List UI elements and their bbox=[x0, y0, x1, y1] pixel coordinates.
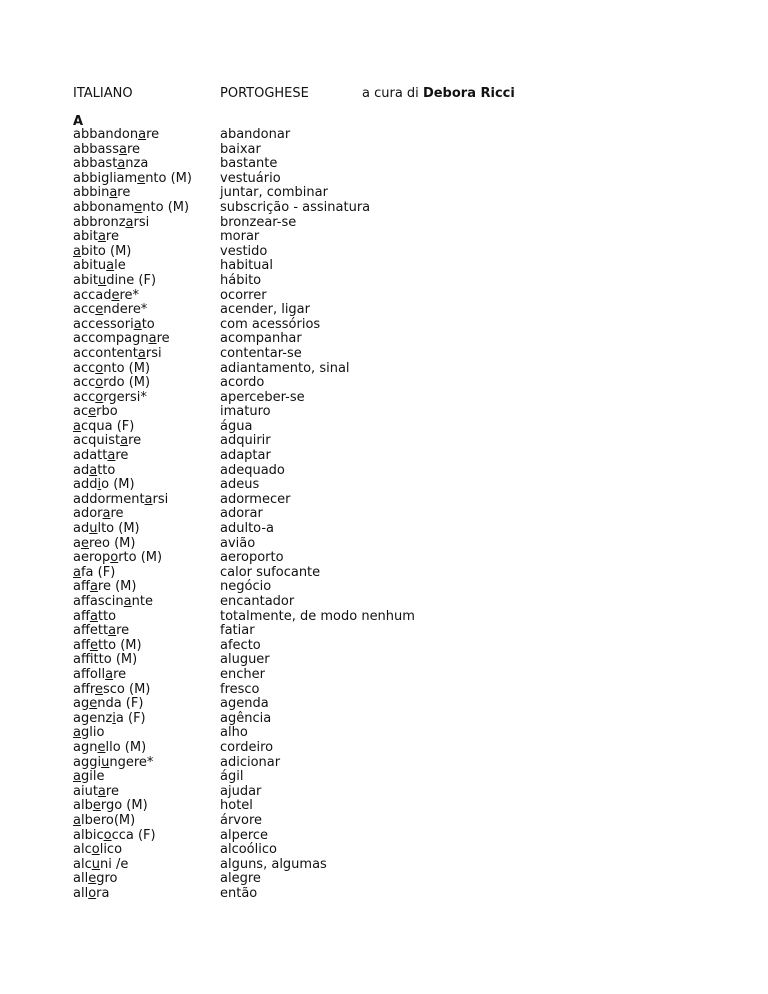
word-prefix: abit bbox=[73, 229, 98, 245]
portuguese-word: adquirir bbox=[220, 433, 271, 449]
stressed-vowel: i bbox=[112, 710, 116, 726]
stressed-vowel: e bbox=[89, 696, 98, 712]
word-suffix: re bbox=[110, 506, 124, 522]
portuguese-word: adormecer bbox=[220, 491, 291, 507]
portuguese-word: encher bbox=[220, 666, 265, 682]
stressed-vowel: a bbox=[73, 812, 81, 828]
word-suffix: a (F) bbox=[115, 710, 146, 726]
word-suffix: re bbox=[156, 331, 170, 347]
word-prefix: aff bbox=[73, 608, 90, 624]
italian-word bbox=[73, 172, 192, 187]
portuguese-word: adicionar bbox=[220, 754, 281, 770]
stressed-vowel: e bbox=[80, 535, 89, 551]
word-suffix: nza bbox=[125, 156, 149, 172]
portuguese-word: alegre bbox=[220, 871, 261, 887]
portuguese-word: com acessórios bbox=[220, 316, 321, 332]
italian-word bbox=[73, 756, 192, 771]
word-prefix: ador bbox=[73, 506, 103, 522]
portuguese-word: morar bbox=[220, 229, 260, 245]
word-prefix: accompagn bbox=[73, 331, 149, 347]
stressed-vowel: e bbox=[137, 170, 146, 186]
portuguese-word: água bbox=[220, 418, 253, 434]
stressed-vowel: a bbox=[125, 214, 134, 230]
word-suffix: rgersi* bbox=[103, 389, 147, 405]
stressed-vowel: u bbox=[101, 754, 110, 770]
header-portuguese: PORTOGHESE bbox=[220, 86, 309, 101]
word-prefix: affoll bbox=[73, 666, 106, 682]
word-prefix: all bbox=[73, 885, 89, 901]
stressed-vowel: a bbox=[73, 564, 81, 580]
portuguese-word: alho bbox=[220, 725, 248, 741]
word-prefix: agn bbox=[73, 739, 98, 755]
italian-word bbox=[73, 712, 192, 727]
word-suffix: nto (M) bbox=[103, 360, 151, 376]
word-suffix: re bbox=[113, 666, 127, 682]
italian-word bbox=[73, 405, 192, 420]
word-prefix: affett bbox=[73, 623, 109, 639]
word-prefix: a bbox=[73, 535, 81, 551]
portuguese-word: bastante bbox=[220, 156, 278, 172]
italian-word bbox=[73, 259, 192, 274]
italian-word bbox=[73, 245, 192, 260]
word-suffix: lto (M) bbox=[97, 521, 140, 537]
word-suffix: lico bbox=[99, 842, 123, 858]
word-suffix: tto bbox=[97, 608, 117, 624]
word-suffix: re bbox=[146, 127, 160, 142]
portuguese-word: totalmente, de modo nenhum bbox=[220, 608, 415, 624]
portuguese-word: contentar-se bbox=[220, 345, 302, 361]
word-suffix: re bbox=[128, 433, 142, 449]
word-suffix: le bbox=[114, 258, 126, 274]
italian-word bbox=[73, 157, 192, 172]
stressed-vowel: a bbox=[137, 345, 146, 361]
word-suffix: re bbox=[115, 448, 129, 464]
portuguese-word: imaturo bbox=[220, 404, 271, 420]
word-prefix: abbronz bbox=[73, 214, 126, 230]
stressed-vowel: a bbox=[97, 229, 106, 245]
portuguese-word: ocorrer bbox=[220, 287, 267, 303]
stressed-vowel: e bbox=[95, 302, 104, 318]
italian-column bbox=[73, 128, 192, 901]
italian-word bbox=[73, 697, 192, 712]
stressed-vowel: a bbox=[73, 418, 81, 434]
word-suffix: tto (M) bbox=[97, 637, 142, 653]
word-suffix: bito (M) bbox=[80, 243, 132, 259]
stressed-vowel: e bbox=[88, 871, 97, 887]
word-prefix: acc bbox=[73, 389, 96, 405]
word-suffix: gro bbox=[96, 871, 118, 887]
word-suffix: rsi bbox=[145, 345, 162, 361]
portuguese-word: adiantamento, sinal bbox=[220, 360, 350, 376]
stressed-vowel: u bbox=[89, 521, 98, 537]
word-prefix: ac bbox=[73, 404, 89, 420]
stressed-vowel: a bbox=[89, 462, 98, 478]
portuguese-word: fatiar bbox=[220, 623, 255, 639]
word-suffix: tto bbox=[97, 462, 116, 478]
word-suffix: rbo bbox=[96, 404, 118, 420]
word-prefix: aiut bbox=[73, 783, 98, 799]
italian-word bbox=[73, 522, 192, 537]
stressed-vowel: a bbox=[89, 608, 98, 624]
stressed-vowel: o bbox=[103, 827, 112, 843]
word-prefix: add bbox=[73, 477, 98, 493]
header-curator bbox=[362, 86, 515, 102]
portuguese-word: adaptar bbox=[220, 448, 271, 464]
portuguese-word: fresco bbox=[220, 681, 260, 697]
curator-prefix: a cura di bbox=[362, 86, 419, 101]
italian-word bbox=[73, 230, 192, 245]
word-prefix: abbin bbox=[73, 185, 110, 201]
word-suffix: nda (F) bbox=[97, 696, 144, 712]
portuguese-word: alcoólico bbox=[220, 842, 277, 858]
word-suffix: rsi bbox=[133, 214, 150, 230]
word-prefix: acc bbox=[73, 302, 96, 318]
italian-word bbox=[73, 478, 192, 493]
italian-word bbox=[73, 391, 192, 406]
italian-word bbox=[73, 362, 192, 377]
stressed-vowel: a bbox=[123, 594, 132, 609]
italian-word bbox=[73, 201, 192, 216]
stressed-vowel: a bbox=[138, 127, 147, 142]
word-prefix: accessori bbox=[73, 316, 134, 332]
word-prefix: ad bbox=[73, 462, 90, 478]
italian-word bbox=[73, 653, 192, 668]
portuguese-word: subscrição - assinatura bbox=[220, 199, 371, 215]
italian-word bbox=[73, 668, 192, 683]
word-suffix: gile bbox=[80, 769, 105, 785]
word-suffix: glio bbox=[80, 725, 105, 741]
portuguese-word: alperce bbox=[220, 827, 269, 843]
word-suffix: reo (M) bbox=[88, 535, 136, 551]
italian-word bbox=[73, 566, 192, 581]
stressed-vowel: a bbox=[89, 579, 98, 595]
word-suffix: re bbox=[105, 229, 119, 245]
portuguese-word: bronzear-se bbox=[220, 214, 297, 230]
stressed-vowel: a bbox=[109, 185, 118, 201]
portuguese-word: negócio bbox=[220, 579, 272, 595]
italian-word bbox=[73, 872, 192, 887]
word-suffix: nto (M) bbox=[145, 170, 192, 186]
italian-word bbox=[73, 143, 192, 158]
header-italian: ITALIANO bbox=[73, 86, 133, 101]
italian-word bbox=[73, 434, 192, 449]
word-prefix: acc bbox=[73, 360, 96, 376]
italian-word bbox=[73, 887, 192, 902]
portuguese-word: acordo bbox=[220, 375, 265, 391]
italian-word bbox=[73, 624, 192, 639]
portuguese-word: acompanhar bbox=[220, 331, 302, 347]
stressed-vowel: o bbox=[95, 360, 104, 376]
portuguese-word: hábito bbox=[220, 272, 262, 288]
portuguese-word: alguns, algumas bbox=[220, 856, 327, 872]
portuguese-word: acender, ligar bbox=[220, 302, 310, 318]
portuguese-word: baixar bbox=[220, 141, 261, 157]
italian-word bbox=[73, 128, 192, 143]
portuguese-word: vestido bbox=[220, 243, 268, 259]
portuguese-word: aluguer bbox=[220, 652, 270, 668]
stressed-vowel: u bbox=[91, 856, 100, 872]
word-suffix: o (M) bbox=[101, 477, 135, 493]
portuguese-word: aeroporto bbox=[220, 550, 284, 566]
word-prefix: acquist bbox=[73, 433, 121, 449]
word-prefix: abbigliam bbox=[73, 170, 138, 186]
stressed-vowel: e bbox=[89, 637, 98, 653]
italian-word bbox=[73, 347, 192, 362]
portuguese-word: então bbox=[220, 885, 258, 901]
word-suffix: re (M) bbox=[97, 579, 137, 595]
stressed-vowel: e bbox=[92, 798, 101, 814]
portuguese-word: juntar, combinar bbox=[220, 185, 328, 201]
word-suffix: re bbox=[126, 141, 141, 157]
word-prefix: alb bbox=[73, 798, 93, 814]
italian-word bbox=[73, 493, 192, 508]
word-prefix: abbandon bbox=[73, 127, 139, 142]
italian-word bbox=[73, 799, 192, 814]
stressed-vowel: a bbox=[120, 433, 129, 449]
word-suffix: lbero(M) bbox=[80, 812, 136, 828]
word-prefix: acc bbox=[73, 375, 96, 391]
portuguese-word: hotel bbox=[220, 798, 253, 814]
portuguese-word: ágil bbox=[220, 769, 244, 785]
italian-word bbox=[73, 289, 192, 304]
word-suffix: ra bbox=[96, 885, 110, 901]
word-suffix: cqua (F) bbox=[80, 418, 135, 434]
portuguese-word: calor sufocante bbox=[220, 564, 321, 580]
italian-word bbox=[73, 814, 192, 829]
italian-word bbox=[73, 785, 192, 800]
word-suffix: tto (M) bbox=[93, 652, 138, 668]
word-prefix: addorment bbox=[73, 491, 145, 507]
italian-word bbox=[73, 537, 192, 552]
word-prefix: alc bbox=[73, 842, 92, 858]
stressed-vowel: a bbox=[108, 623, 117, 639]
portuguese-word: cordeiro bbox=[220, 739, 274, 755]
word-suffix: re bbox=[117, 185, 131, 201]
portuguese-word: abandonar bbox=[220, 127, 291, 142]
italian-word bbox=[73, 610, 192, 625]
word-suffix: llo (M) bbox=[105, 739, 147, 755]
stressed-vowel: e bbox=[97, 739, 106, 755]
word-suffix: rto (M) bbox=[118, 550, 163, 566]
word-suffix: nto (M) bbox=[142, 199, 190, 215]
word-prefix: agenz bbox=[73, 710, 113, 726]
word-prefix: aerop bbox=[73, 550, 111, 566]
word-suffix: cca (F) bbox=[111, 827, 156, 843]
portuguese-word: árvore bbox=[220, 812, 263, 828]
portuguese-word: vestuário bbox=[220, 170, 281, 186]
portuguese-word: avião bbox=[220, 535, 256, 551]
word-prefix: albic bbox=[73, 827, 104, 843]
italian-word bbox=[73, 770, 192, 785]
word-prefix: abit bbox=[73, 272, 98, 288]
stressed-vowel: o bbox=[88, 885, 97, 901]
word-suffix: fa (F) bbox=[80, 564, 116, 580]
stressed-vowel: e bbox=[88, 404, 97, 420]
stressed-vowel: a bbox=[73, 769, 81, 785]
stressed-vowel: a bbox=[148, 331, 157, 347]
italian-word bbox=[73, 376, 192, 391]
portuguese-word: habitual bbox=[220, 258, 273, 274]
italian-word bbox=[73, 507, 192, 522]
word-prefix: accontent bbox=[73, 345, 138, 361]
italian-word bbox=[73, 639, 192, 654]
portuguese-word: adorar bbox=[220, 506, 263, 522]
word-suffix: re* bbox=[119, 287, 140, 303]
stressed-vowel: o bbox=[95, 389, 104, 405]
portuguese-word: adulto-a bbox=[220, 521, 275, 537]
word-prefix: abbast bbox=[73, 156, 118, 172]
portuguese-word: adequado bbox=[220, 462, 285, 478]
stressed-vowel: e bbox=[111, 287, 120, 303]
italian-word bbox=[73, 858, 192, 873]
stressed-vowel: a bbox=[133, 316, 142, 332]
word-prefix: accad bbox=[73, 287, 112, 303]
word-suffix: re bbox=[116, 623, 130, 639]
italian-word bbox=[73, 843, 192, 858]
stressed-vowel: a bbox=[102, 506, 111, 522]
stressed-vowel: a bbox=[105, 666, 114, 682]
italian-word bbox=[73, 332, 192, 347]
stressed-vowel: a bbox=[118, 141, 127, 157]
stressed-vowel: a bbox=[144, 491, 153, 507]
word-prefix: aff bbox=[73, 637, 90, 653]
word-prefix: abitu bbox=[73, 258, 107, 274]
italian-word bbox=[73, 318, 192, 333]
italian-word bbox=[73, 216, 192, 231]
italian-word bbox=[73, 580, 192, 595]
italian-word bbox=[73, 829, 192, 844]
stressed-vowel: o bbox=[110, 550, 119, 566]
word-prefix: affr bbox=[73, 681, 95, 697]
word-suffix: nte bbox=[131, 594, 153, 609]
italian-word bbox=[73, 274, 192, 289]
word-suffix: ngere* bbox=[109, 754, 154, 770]
stressed-vowel: a bbox=[106, 258, 115, 274]
italian-word bbox=[73, 186, 192, 201]
italian-word bbox=[73, 464, 192, 479]
portuguese-word: encantador bbox=[220, 594, 295, 609]
word-suffix: rgo (M) bbox=[100, 798, 148, 814]
word-suffix: sco (M) bbox=[102, 681, 151, 697]
word-prefix: aff bbox=[73, 652, 94, 668]
stressed-vowel: e bbox=[94, 681, 103, 697]
word-prefix: adatt bbox=[73, 448, 108, 464]
portuguese-word: agenda bbox=[220, 696, 269, 712]
word-prefix: abbass bbox=[73, 141, 119, 157]
stressed-vowel: a bbox=[73, 725, 81, 741]
italian-word bbox=[73, 303, 192, 318]
italian-word bbox=[73, 741, 192, 756]
word-suffix: ni /e bbox=[99, 856, 129, 872]
stressed-vowel: a bbox=[73, 243, 81, 259]
word-prefix: aff bbox=[73, 579, 90, 595]
italian-word bbox=[73, 595, 192, 610]
word-prefix: affascin bbox=[73, 594, 124, 609]
word-suffix: rdo (M) bbox=[103, 375, 151, 391]
word-prefix: ad bbox=[73, 521, 90, 537]
word-suffix: dine (F) bbox=[106, 272, 157, 288]
portuguese-word: ajudar bbox=[220, 783, 262, 799]
word-prefix: ag bbox=[73, 696, 90, 712]
curator-name: Debora Ricci bbox=[422, 86, 515, 101]
portuguese-column bbox=[220, 128, 415, 901]
word-prefix: aggi bbox=[73, 754, 102, 770]
word-prefix: alc bbox=[73, 856, 92, 872]
stressed-vowel: o bbox=[95, 375, 104, 391]
italian-word bbox=[73, 726, 192, 741]
word-prefix: abbonam bbox=[73, 199, 135, 215]
portuguese-word: agência bbox=[220, 710, 272, 726]
portuguese-word: afecto bbox=[220, 637, 261, 653]
stressed-vowel: a bbox=[117, 156, 126, 172]
word-suffix: re bbox=[105, 783, 119, 799]
stressed-vowel: a bbox=[107, 448, 116, 464]
section-letter: A bbox=[73, 114, 84, 129]
word-suffix: to bbox=[141, 316, 155, 332]
italian-word bbox=[73, 551, 192, 566]
stressed-vowel: o bbox=[91, 842, 100, 858]
word-suffix: rsi bbox=[152, 491, 169, 507]
word-suffix: ndere* bbox=[103, 302, 148, 318]
portuguese-word: aperceber-se bbox=[220, 389, 305, 405]
stressed-vowel: u bbox=[97, 272, 107, 288]
italian-word bbox=[73, 420, 192, 435]
stressed-vowel: a bbox=[97, 783, 106, 799]
stressed-vowel: e bbox=[134, 199, 143, 215]
stressed-vowel: i bbox=[97, 477, 102, 493]
word-prefix: all bbox=[73, 871, 89, 887]
italian-word bbox=[73, 683, 192, 698]
italian-word bbox=[73, 449, 192, 464]
portuguese-word: adeus bbox=[220, 477, 260, 493]
